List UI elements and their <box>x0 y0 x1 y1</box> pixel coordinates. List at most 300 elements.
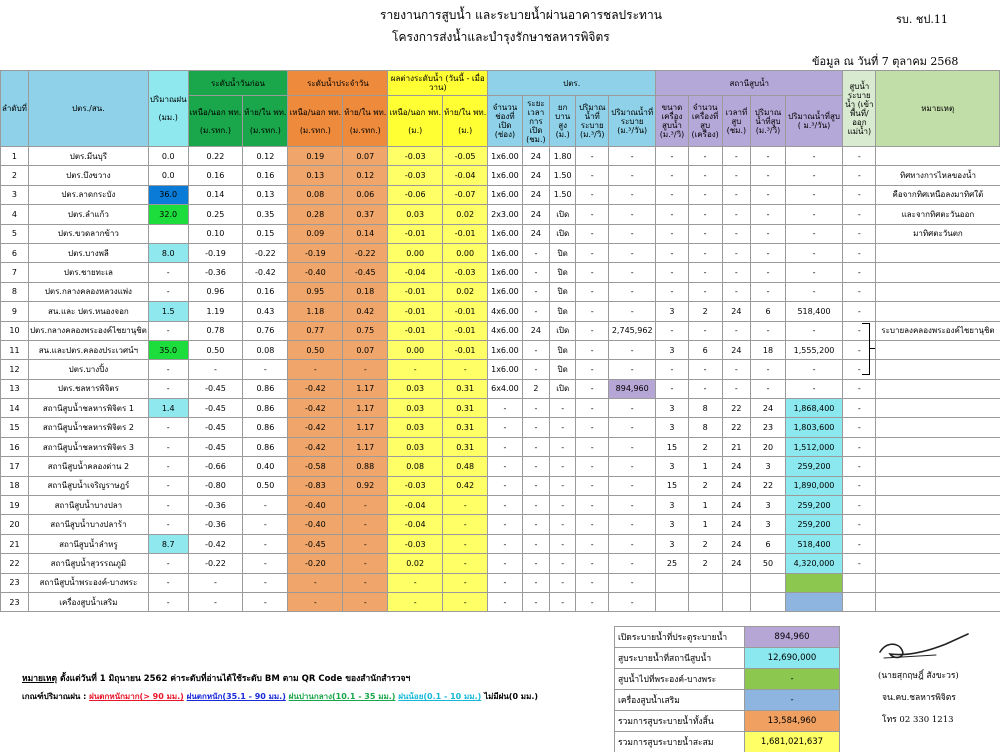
today-down: 1.17 <box>343 399 388 418</box>
prev-down: 0.15 <box>243 224 288 243</box>
pump-rate: 3 <box>751 496 786 515</box>
pump-units: - <box>688 243 722 262</box>
gate-height: เปิด <box>550 224 576 243</box>
prev-down: 0.35 <box>243 205 288 224</box>
rain-value: - <box>148 592 188 611</box>
open-hours: - <box>522 418 550 437</box>
pump-rate: - <box>751 224 786 243</box>
drain-daily: - <box>609 515 656 534</box>
station-name: เครื่องสูบน้ำเสริม <box>28 592 148 611</box>
rain-value: - <box>148 476 188 495</box>
today-down: - <box>343 573 388 592</box>
today-up: -0.83 <box>288 476 343 495</box>
supply <box>843 573 876 592</box>
station-name: สน.และปตร.คลองประเวศน์ฯ <box>28 340 148 359</box>
remark <box>876 573 1000 592</box>
pump-units: 8 <box>688 399 722 418</box>
pump-daily: - <box>785 243 842 262</box>
pump-size: 15 <box>656 476 688 495</box>
diff-up: -0.03 <box>388 476 443 495</box>
summary-row <box>615 690 840 711</box>
remark: และจากทิศตะวันออก <box>876 205 1000 224</box>
pump-hours: 21 <box>722 437 751 456</box>
pump-units: 2 <box>688 302 722 321</box>
remark <box>876 340 1000 359</box>
drain-rate: - <box>576 205 609 224</box>
table-row <box>1 418 1000 437</box>
signature-mark <box>876 628 976 664</box>
today-down: 1.17 <box>343 379 388 398</box>
today-down: 0.12 <box>343 166 388 185</box>
pump-rate: 50 <box>751 554 786 573</box>
gate-height: 1.50 <box>550 166 576 185</box>
row-no: 14 <box>1 399 29 418</box>
rain-value: 36.0 <box>148 185 188 204</box>
gate-count: - <box>488 592 522 611</box>
remark-brace-tick <box>870 348 875 349</box>
diff-down: 0.00 <box>443 243 488 262</box>
open-hours: - <box>522 534 550 553</box>
diff-up: -0.04 <box>388 263 443 282</box>
station-name: สถานีสูบน้ำชลหารพิจิตร 2 <box>28 418 148 437</box>
diff-down: -0.04 <box>443 166 488 185</box>
prev-down: - <box>243 515 288 534</box>
prev-down: 0.86 <box>243 399 288 418</box>
summary-label: เปิดระบายน้ำที่ประตูระบายน้ำ <box>615 627 745 648</box>
pump-units: - <box>688 147 722 166</box>
supply: - <box>843 321 876 340</box>
footnote-text: ตั้งแต่วันที่ 1 มิถุนายน 2562 ค่าระดับที่อ่านได้ใช้ระดับ BM ตาม QR Code ของสำนักสำรวจฯ <box>57 674 411 684</box>
col-supply: สูบน้ำระบายน้ำ (เข้าพื้นที่/ออกแม่น้ำ) <box>843 71 876 147</box>
diff-up: 0.00 <box>388 243 443 262</box>
pump-rate: - <box>751 360 786 379</box>
summary-label: รวมการสูบระบายน้ำทั้งสิ้น <box>615 711 745 732</box>
gate-count: 1x6.00 <box>488 340 522 359</box>
row-no: 2 <box>1 166 29 185</box>
row-no: 8 <box>1 282 29 301</box>
gate-height: - <box>550 496 576 515</box>
remark <box>876 399 1000 418</box>
col-pump-size: ขนาดเครื่องสูบน้ำ (ม.³/วิ) <box>656 96 688 147</box>
rain-legend-light: ฝนน้อย(0.1 - 10 มม.) <box>398 692 482 701</box>
pump-rate: 22 <box>751 476 786 495</box>
diff-up: - <box>388 592 443 611</box>
drain-rate: - <box>576 243 609 262</box>
open-hours: - <box>522 573 550 592</box>
open-hours: - <box>522 496 550 515</box>
gate-count: - <box>488 534 522 553</box>
row-no: 13 <box>1 379 29 398</box>
gate-height: ปิด <box>550 243 576 262</box>
diff-up: 0.08 <box>388 457 443 476</box>
pump-size: - <box>656 282 688 301</box>
prev-up: -0.42 <box>188 534 243 553</box>
table-row <box>1 243 1000 262</box>
table-row <box>1 496 1000 515</box>
drain-rate: - <box>576 592 609 611</box>
today-up: 0.95 <box>288 282 343 301</box>
prev-up: 1.19 <box>188 302 243 321</box>
drain-daily: 2,745,962 <box>609 321 656 340</box>
open-hours: - <box>522 437 550 456</box>
remark <box>876 476 1000 495</box>
pump-units: - <box>688 166 722 185</box>
pump-hours: - <box>722 379 751 398</box>
today-down: 0.42 <box>343 302 388 321</box>
today-up: 1.18 <box>288 302 343 321</box>
remark <box>876 147 1000 166</box>
prev-up: -0.45 <box>188 399 243 418</box>
gate-height: 1.80 <box>550 147 576 166</box>
table-row <box>1 185 1000 204</box>
prev-down: - <box>243 554 288 573</box>
pump-units: - <box>688 360 722 379</box>
supply: - <box>843 263 876 282</box>
pump-hours: 24 <box>722 476 751 495</box>
gate-count: 2x3.00 <box>488 205 522 224</box>
today-up: -0.19 <box>288 243 343 262</box>
table-row <box>1 166 1000 185</box>
drain-rate: - <box>576 147 609 166</box>
today-down: 0.75 <box>343 321 388 340</box>
diff-down: 0.48 <box>443 457 488 476</box>
today-up: -0.20 <box>288 554 343 573</box>
table-row <box>1 263 1000 282</box>
summary-value: 1,681,021,637 <box>745 732 840 752</box>
gate-count: 1x6.00 <box>488 360 522 379</box>
col-group-diff: ผลต่างระดับน้ำ (วันนี้ - เมื่อวาน) <box>388 71 488 96</box>
supply <box>843 592 876 611</box>
prev-down: 0.86 <box>243 379 288 398</box>
today-up: 0.09 <box>288 224 343 243</box>
row-no: 23 <box>1 592 29 611</box>
pump-size: 25 <box>656 554 688 573</box>
station-name: ปตร.ชลหารพิจิตร <box>28 379 148 398</box>
drain-rate: - <box>576 515 609 534</box>
rain-value: 0.0 <box>148 147 188 166</box>
prev-up: 0.78 <box>188 321 243 340</box>
footnote <box>22 671 410 685</box>
pump-hours: - <box>722 147 751 166</box>
table-row <box>1 437 1000 456</box>
col-diff-down: ท้าย/ใน พท. (ม.) <box>443 96 488 147</box>
diff-down: 0.02 <box>443 282 488 301</box>
prev-up: -0.19 <box>188 243 243 262</box>
rain-value: 0.0 <box>148 166 188 185</box>
station-name: สน.และ ปตร.หนองจอก <box>28 302 148 321</box>
prev-up: -0.66 <box>188 457 243 476</box>
station-name: ปตร.กลางคลองพระองค์ไชยานุชิต <box>28 321 148 340</box>
station-name: สถานีสูบน้ำเจริญราษฎร์ <box>28 476 148 495</box>
today-down: 0.18 <box>343 282 388 301</box>
prev-down: 0.86 <box>243 437 288 456</box>
drain-rate: - <box>576 282 609 301</box>
drain-daily: - <box>609 592 656 611</box>
gate-height: - <box>550 476 576 495</box>
prev-down: - <box>243 573 288 592</box>
col-gate-count: จำนวนช่องที่เปิด (ช่อง) <box>488 96 522 147</box>
pump-size: 3 <box>656 534 688 553</box>
drain-daily: - <box>609 205 656 224</box>
summary-label: รวมการสูบระบายน้ำสะสม <box>615 732 745 752</box>
pump-size <box>656 573 688 592</box>
summary-row <box>615 711 840 732</box>
pump-rate: - <box>751 379 786 398</box>
prev-up: 0.10 <box>188 224 243 243</box>
diff-down: 0.31 <box>443 399 488 418</box>
open-hours: 24 <box>522 166 550 185</box>
pump-hours <box>722 592 751 611</box>
gate-height: ปิด <box>550 340 576 359</box>
diff-down: -0.07 <box>443 185 488 204</box>
prev-down: 0.08 <box>243 340 288 359</box>
pump-units: 2 <box>688 534 722 553</box>
gate-count: - <box>488 437 522 456</box>
open-hours: 24 <box>522 321 550 340</box>
pump-daily: - <box>785 147 842 166</box>
diff-up: 0.03 <box>388 437 443 456</box>
pump-size: 3 <box>656 515 688 534</box>
row-no: 18 <box>1 476 29 495</box>
prev-up: -0.36 <box>188 515 243 534</box>
prev-up: - <box>188 573 243 592</box>
drain-daily: - <box>609 224 656 243</box>
pump-size: 15 <box>656 437 688 456</box>
today-down: 0.06 <box>343 185 388 204</box>
gate-height: - <box>550 515 576 534</box>
row-no: 23 <box>1 573 29 592</box>
gate-count: 1x6.00 <box>488 185 522 204</box>
station-name: ปตร.ขวดลากข้าว <box>28 224 148 243</box>
supply: - <box>843 554 876 573</box>
row-no: 3 <box>1 185 29 204</box>
rain-value: 1.5 <box>148 302 188 321</box>
pump-daily <box>785 592 842 611</box>
drain-rate: - <box>576 340 609 359</box>
col-rain: ปริมาณฝน (มม.) <box>148 71 188 147</box>
remark <box>876 496 1000 515</box>
footnote-label: หมายเหตุ <box>22 674 57 684</box>
summary-row <box>615 627 840 648</box>
station-name: ปตร.ลาดกระบัง <box>28 185 148 204</box>
diff-up: 0.02 <box>388 554 443 573</box>
diff-down: -0.05 <box>443 147 488 166</box>
diff-up: -0.03 <box>388 166 443 185</box>
drain-rate: - <box>576 360 609 379</box>
supply: - <box>843 302 876 321</box>
summary-row <box>615 648 840 669</box>
table-row <box>1 573 1000 592</box>
station-name: สถานีสูบน้ำชลหารพิจิตร 1 <box>28 399 148 418</box>
open-hours: - <box>522 340 550 359</box>
pump-size: - <box>656 224 688 243</box>
row-no: 20 <box>1 515 29 534</box>
remark <box>876 243 1000 262</box>
open-hours: 24 <box>522 205 550 224</box>
gate-count: 1x6.00 <box>488 224 522 243</box>
supply: - <box>843 399 876 418</box>
gate-height: ปิด <box>550 302 576 321</box>
pump-daily: - <box>785 360 842 379</box>
prev-up: 0.96 <box>188 282 243 301</box>
rain-value: 32.0 <box>148 205 188 224</box>
pump-rate: 18 <box>751 340 786 359</box>
prev-down: -0.22 <box>243 243 288 262</box>
pump-daily: 1,868,400 <box>785 399 842 418</box>
pump-hours: - <box>722 224 751 243</box>
supply: - <box>843 476 876 495</box>
station-name: ปตร.บางพลี <box>28 243 148 262</box>
pump-daily: 518,400 <box>785 302 842 321</box>
prev-down: 0.50 <box>243 476 288 495</box>
today-up: - <box>288 360 343 379</box>
table-row <box>1 282 1000 301</box>
today-up: - <box>288 573 343 592</box>
drain-daily: - <box>609 166 656 185</box>
supply: - <box>843 166 876 185</box>
rain-value: 1.4 <box>148 399 188 418</box>
pump-rate: 20 <box>751 437 786 456</box>
pump-daily: 518,400 <box>785 534 842 553</box>
today-down: -0.22 <box>343 243 388 262</box>
gate-height: - <box>550 554 576 573</box>
gate-height: ปิด <box>550 282 576 301</box>
drain-rate: - <box>576 263 609 282</box>
today-up: -0.42 <box>288 399 343 418</box>
today-down: 0.92 <box>343 476 388 495</box>
drain-rate: - <box>576 185 609 204</box>
pump-units: 6 <box>688 340 722 359</box>
pump-units: - <box>688 321 722 340</box>
station-name: ปตร.บางปิ้ง <box>28 360 148 379</box>
col-pump-units: จำนวนเครื่องที่สูบ (เครื่อง) <box>688 96 722 147</box>
pump-rate: 6 <box>751 302 786 321</box>
pump-hours: 24 <box>722 457 751 476</box>
station-name: สถานีสูบน้ำคลองด่าน 2 <box>28 457 148 476</box>
prev-up: -0.45 <box>188 418 243 437</box>
supply: - <box>843 457 876 476</box>
remark: มาทิศตะวันตก <box>876 224 1000 243</box>
today-down: 0.88 <box>343 457 388 476</box>
today-down: 1.17 <box>343 418 388 437</box>
table-row <box>1 205 1000 224</box>
gate-height: เปิด <box>550 379 576 398</box>
supply: - <box>843 205 876 224</box>
diff-down: -0.01 <box>443 340 488 359</box>
signer-name: (นายสุกฤษฎิ์ สังขะวร) <box>878 671 959 681</box>
row-no: 15 <box>1 418 29 437</box>
today-up: -0.42 <box>288 437 343 456</box>
drain-daily: - <box>609 360 656 379</box>
pump-size: - <box>656 263 688 282</box>
summary-value: 894,960 <box>745 627 840 648</box>
today-up: 0.19 <box>288 147 343 166</box>
pump-hours: - <box>722 321 751 340</box>
pump-rate: 3 <box>751 457 786 476</box>
remark <box>876 282 1000 301</box>
open-hours: - <box>522 515 550 534</box>
rain-value: - <box>148 515 188 534</box>
today-up: -0.40 <box>288 263 343 282</box>
remark <box>876 592 1000 611</box>
station-name: สถานีสูบน้ำบางปลา <box>28 496 148 515</box>
rain-legend-moderate-heavy: ฝนตกหนัก(35.1 - 90 มม.) <box>186 692 286 701</box>
diff-down: - <box>443 496 488 515</box>
pump-daily: - <box>785 321 842 340</box>
prev-down: 0.12 <box>243 147 288 166</box>
today-up: -0.58 <box>288 457 343 476</box>
supply: - <box>843 224 876 243</box>
gate-count: - <box>488 496 522 515</box>
diff-up: -0.01 <box>388 224 443 243</box>
gate-count: 4x6.00 <box>488 302 522 321</box>
pump-daily: - <box>785 263 842 282</box>
pump-units: - <box>688 282 722 301</box>
pump-rate: 23 <box>751 418 786 437</box>
signer-position: จน.คบ.ชลหารพิจิตร <box>882 693 956 703</box>
diff-up: - <box>388 360 443 379</box>
open-hours: - <box>522 282 550 301</box>
station-name: ปตร.บึงขวาง <box>28 166 148 185</box>
pump-size: 3 <box>656 340 688 359</box>
table-row <box>1 476 1000 495</box>
summary-table <box>614 626 840 752</box>
station-name: สถานีสูบน้ำชลหารพิจิตร 3 <box>28 437 148 456</box>
table-row <box>1 360 1000 379</box>
pump-daily: - <box>785 185 842 204</box>
col-group-gates: ปตร. <box>488 71 656 96</box>
row-no: 10 <box>1 321 29 340</box>
diff-up: - <box>388 573 443 592</box>
summary-label: สูบระบายน้ำที่สถานีสูบน้ำ <box>615 648 745 669</box>
drain-rate: - <box>576 554 609 573</box>
open-hours: - <box>522 457 550 476</box>
pump-units: - <box>688 205 722 224</box>
supply: - <box>843 185 876 204</box>
gate-count: 1x6.00 <box>488 282 522 301</box>
pump-units: 1 <box>688 457 722 476</box>
col-group-today-level: ระดับน้ำประจำวัน <box>288 71 388 96</box>
pump-rate: - <box>751 243 786 262</box>
supply: - <box>843 437 876 456</box>
today-down: -0.45 <box>343 263 388 282</box>
diff-down: 0.31 <box>443 379 488 398</box>
gate-count: - <box>488 515 522 534</box>
remark: คือจากทิศเหนือลงมาทิศใต้ <box>876 185 1000 204</box>
diff-down: - <box>443 534 488 553</box>
col-today-down: ท้าย/ใน พท. (ม.รทก.) <box>343 96 388 147</box>
pump-hours: 24 <box>722 534 751 553</box>
diff-down: -0.01 <box>443 224 488 243</box>
col-group-pumps: สถานีสูบน้ำ <box>656 71 843 96</box>
supply: - <box>843 147 876 166</box>
remark <box>876 437 1000 456</box>
table-row <box>1 515 1000 534</box>
gate-height: - <box>550 573 576 592</box>
table-row <box>1 379 1000 398</box>
remark <box>876 360 1000 379</box>
diff-down: 0.31 <box>443 437 488 456</box>
rain-legend-medium: ฝนปานกลาง(10.1 - 35 มม.) <box>288 692 396 701</box>
rain-value: - <box>148 573 188 592</box>
diff-down: - <box>443 573 488 592</box>
row-no: 12 <box>1 360 29 379</box>
prev-up: -0.80 <box>188 476 243 495</box>
pump-hours: 24 <box>722 496 751 515</box>
pump-hours: - <box>722 205 751 224</box>
drain-rate: - <box>576 534 609 553</box>
drain-daily: - <box>609 263 656 282</box>
